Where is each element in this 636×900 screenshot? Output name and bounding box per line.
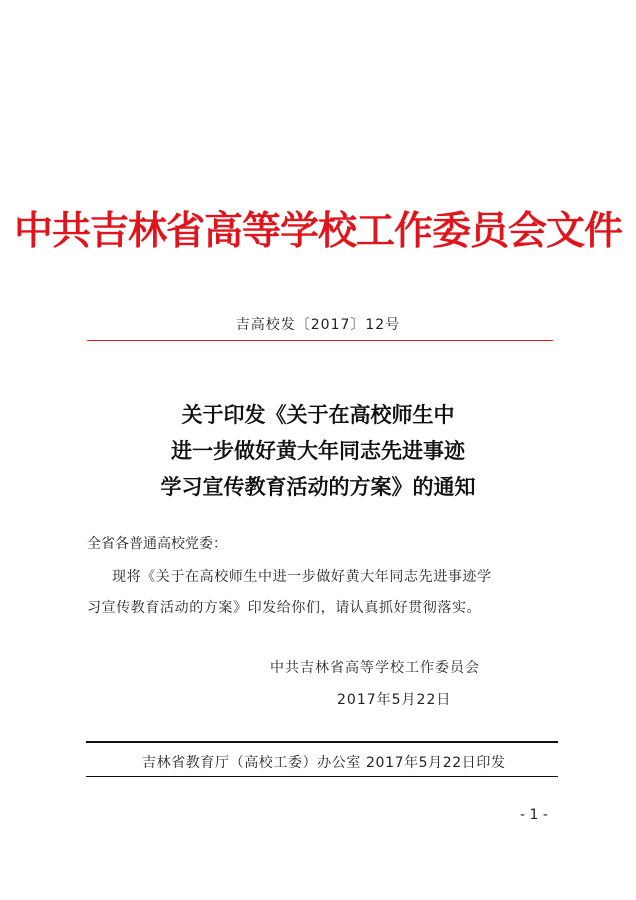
signature-date: 2017年5月22日 <box>337 692 452 708</box>
page-number: - 1 - <box>520 807 548 823</box>
document-header-title: 中共吉林省高等学校工作委员会文件 <box>13 208 622 254</box>
red-divider-line <box>87 340 553 341</box>
notice-title-line-3: 学习宣传教育活动的方案》的通知 <box>160 474 476 499</box>
document-number: 吉高校发〔2017〕12号 <box>235 317 401 333</box>
addressee: 全省各普通高校党委： <box>87 536 227 552</box>
footer-bottom-rule <box>86 776 558 777</box>
body-paragraph-line-2: 习宣传教育活动的方案》印发给你们，请认真抓好贯彻落实。 <box>87 600 482 616</box>
notice-title <box>0 397 636 505</box>
footer-top-rule <box>86 741 558 743</box>
print-issuance-line: 吉林省教育厅（高校工委）办公室 2017年5月22日印发 <box>142 755 506 771</box>
notice-title-line-2: 进一步做好黄大年同志先进事迹 <box>171 438 465 463</box>
signature-organization: 中共吉林省高等学校工作委员会 <box>270 660 480 676</box>
notice-title-line-1: 关于印发《关于在高校师生中 <box>181 402 455 427</box>
body-paragraph-line-1: 现将《关于在高校师生中进一步做好黄大年同志先进事迹学 <box>112 569 492 585</box>
